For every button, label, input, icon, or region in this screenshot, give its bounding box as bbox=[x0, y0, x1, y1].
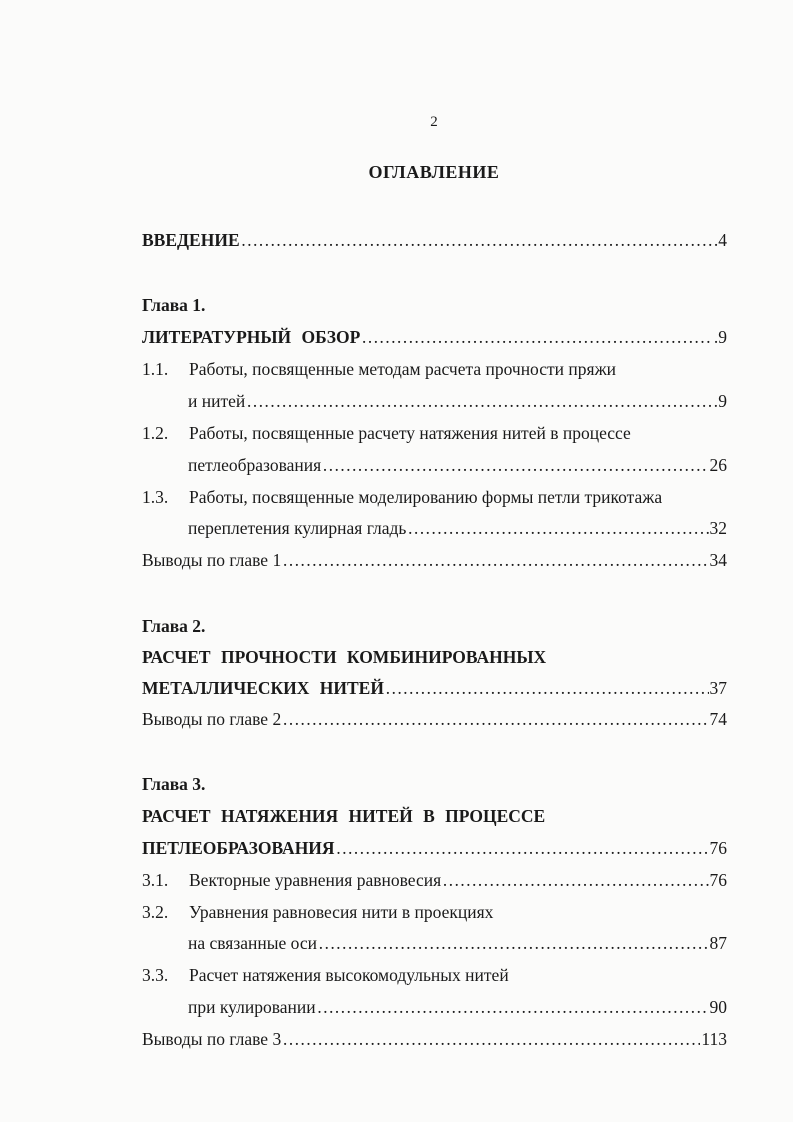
toc-entry-chapter-3 bbox=[142, 836, 727, 860]
section-number: 3.2. bbox=[142, 902, 169, 922]
leader-dots bbox=[336, 836, 709, 860]
toc-page-ref: 74 bbox=[709, 709, 727, 729]
leader-dots bbox=[385, 676, 709, 700]
toc-entry-label: и нитей bbox=[188, 391, 246, 411]
toc-entry-label: ЛИТЕРАТУРНЫЙ ОБЗОР bbox=[142, 327, 361, 347]
toc-entry-1-2 bbox=[142, 421, 727, 445]
toc-entry-chapter-1 bbox=[142, 325, 727, 349]
toc-page-ref: 113 bbox=[701, 1029, 727, 1049]
toc-page-ref: 90 bbox=[709, 997, 727, 1017]
toc-entry-conclusion-1 bbox=[142, 548, 727, 572]
toc-title: ОГЛАВЛЕНИЕ bbox=[368, 162, 500, 182]
page-number: 2 bbox=[430, 114, 438, 130]
section-number: 1.3. bbox=[142, 487, 169, 507]
toc-page-ref: 76 bbox=[709, 870, 727, 890]
toc-entry-3-2-cont bbox=[188, 931, 727, 955]
toc-entry-1-3 bbox=[142, 485, 727, 509]
toc-entry-conclusion-2 bbox=[142, 707, 727, 731]
toc-entry-label: Выводы по главе 2 bbox=[142, 709, 282, 729]
toc-entry-label: Выводы по главе 1 bbox=[142, 550, 282, 570]
chapter-1-heading: Глава 1. bbox=[142, 295, 206, 315]
toc-entry-1-1 bbox=[142, 357, 727, 381]
leader-dots bbox=[241, 228, 713, 252]
toc-entry-label: РАСЧЕТ НАТЯЖЕНИЯ НИТЕЙ В ПРОЦЕССЕ bbox=[142, 806, 546, 826]
toc-entry-conclusion-3 bbox=[142, 1027, 727, 1051]
toc-entry-chapter-2 bbox=[142, 676, 727, 700]
toc-entry-label: РАСЧЕТ ПРОЧНОСТИ КОМБИНИРОВАННЫХ bbox=[142, 647, 547, 667]
toc-page-ref: 87 bbox=[709, 933, 727, 953]
toc-entry-chapter-2-title bbox=[142, 645, 727, 669]
leader-dots bbox=[322, 453, 708, 477]
section-number: 3.1. bbox=[142, 870, 169, 890]
toc-entry-chapter-3-title bbox=[142, 804, 727, 828]
toc-entry-3-1 bbox=[142, 868, 727, 892]
toc-entry-label: Работы, посвященные методам расчета прочности пряжи bbox=[189, 359, 617, 379]
chapter-2-heading: Глава 2. bbox=[142, 616, 206, 636]
toc-page-ref: .9 bbox=[713, 327, 727, 347]
toc-entry-label: Работы, посвященные расчету натяжения нитей в процессе bbox=[189, 423, 631, 443]
toc-entry-label: переплетения кулирная гладь bbox=[188, 518, 407, 538]
toc-entry-intro bbox=[142, 228, 727, 252]
toc-entry-label: Расчет натяжения высокомодульных нитей bbox=[189, 965, 509, 985]
leader-dots bbox=[282, 707, 708, 731]
toc-page-ref: 26 bbox=[709, 455, 727, 475]
toc-page-ref: 32 bbox=[709, 518, 727, 538]
leader-dots bbox=[318, 931, 709, 955]
toc-entry-1-1-cont bbox=[188, 389, 727, 413]
toc-entry-label: МЕТАЛЛИЧЕСКИХ НИТЕЙ bbox=[142, 678, 384, 698]
leader-dots bbox=[246, 389, 717, 413]
toc-entry-label: ВВЕДЕНИЕ bbox=[142, 230, 240, 250]
toc-entry-1-3-cont bbox=[188, 516, 727, 540]
section-number: 1.1. bbox=[142, 359, 169, 379]
toc-entry-3-2 bbox=[142, 900, 727, 924]
toc-entry-label: Векторные уравнения равновесия bbox=[189, 870, 442, 890]
chapter-3-heading: Глава 3. bbox=[142, 774, 206, 794]
toc-entry-label: Выводы по главе 3 bbox=[142, 1029, 282, 1049]
leader-dots bbox=[282, 548, 708, 572]
toc-entry-label: Работы, посвященные моделированию формы петли трикотажа bbox=[189, 487, 663, 507]
leader-dots bbox=[317, 995, 709, 1019]
toc-page-ref: .4 bbox=[713, 230, 727, 250]
toc-entry-label: ПЕТЛЕОБРАЗОВАНИЯ bbox=[142, 838, 335, 858]
toc-entry-3-3 bbox=[142, 963, 727, 987]
leader-dots bbox=[361, 325, 713, 349]
leader-dots bbox=[407, 516, 708, 540]
toc-page-ref: 37 bbox=[709, 678, 727, 698]
toc-page-ref: 34 bbox=[709, 550, 727, 570]
toc-page-ref: 9 bbox=[718, 391, 727, 411]
section-number: 1.2. bbox=[142, 423, 169, 443]
toc-entry-label: при кулировании bbox=[188, 997, 316, 1017]
toc-entry-3-3-cont bbox=[188, 995, 727, 1019]
leader-dots bbox=[442, 868, 708, 892]
toc-page-ref: 76 bbox=[709, 838, 727, 858]
section-number: 3.3. bbox=[142, 965, 169, 985]
toc-entry-label: петлеобразования bbox=[188, 455, 322, 475]
toc-entry-label: на связанные оси bbox=[188, 933, 317, 953]
toc-entry-1-2-cont bbox=[188, 453, 727, 477]
toc-entry-label: Уравнения равновесия нити в проекциях bbox=[189, 902, 494, 922]
leader-dots bbox=[282, 1027, 700, 1051]
